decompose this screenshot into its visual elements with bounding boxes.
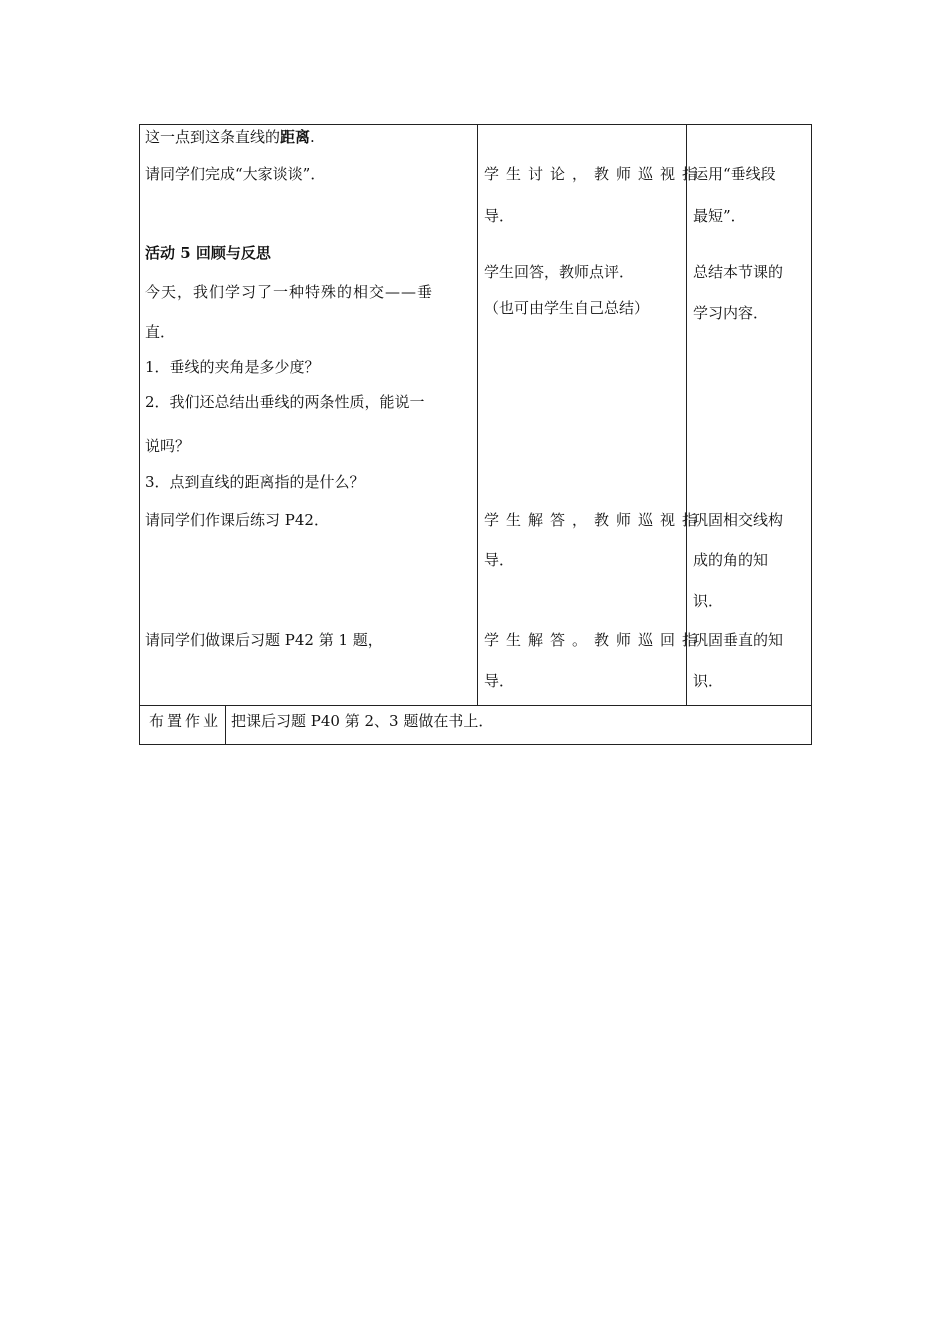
table-border-bottom	[139, 744, 812, 745]
review-line-2: 直．	[145, 323, 176, 341]
activity-problem-line-2: 导．	[484, 672, 515, 690]
question-3: 3．点到直线的距离指的是什么？	[145, 473, 365, 491]
activity-problem-line-1: 学生解答。教师巡回指	[484, 631, 705, 649]
homework-label: 布置作业	[149, 712, 222, 730]
homework-content: 把课后习题 P40 第 2、3 题做在书上．	[231, 712, 494, 730]
purpose-1-line-1: 运用“垂线段	[693, 165, 776, 183]
purpose-4-line-1: 巩固垂直的知	[693, 631, 784, 649]
purpose-2-line-1: 总结本节课的	[693, 263, 784, 281]
purpose-3-line-2: 成的角的知	[693, 551, 769, 569]
intro-text	[145, 127, 315, 147]
question-1: 1．垂线的夹角是多少度？	[145, 358, 320, 376]
purpose-1-line-2: 最短”．	[693, 207, 746, 225]
column-divider-2	[686, 124, 687, 706]
activity-discuss-line-1: 学生讨论，教师巡视指	[484, 165, 705, 183]
purpose-3-line-1: 巩固相交线构	[693, 511, 784, 529]
table-border-top	[139, 124, 812, 125]
question-2-line-1: 2．我们还总结出垂线的两条性质，能说一	[145, 393, 425, 411]
review-line-1: 今天，我们学习了一种特殊的相交——垂	[145, 283, 434, 301]
task-problem: 请同学们做课后习题 P42 第 1 题，	[145, 631, 383, 649]
purpose-4-line-2: 识．	[693, 672, 724, 690]
task-discussion: 请同学们完成“大家谈谈”．	[145, 165, 326, 183]
table-border-left	[139, 124, 140, 745]
activity-discuss-line-2: 导．	[484, 207, 515, 225]
purpose-3-line-3: 识．	[693, 592, 724, 610]
intro-pre: 这一点到这条直线的	[145, 128, 281, 146]
activity-review-line-1: 学生回答，教师点评．	[484, 263, 635, 281]
intro-post: .	[310, 128, 315, 146]
homework-label-divider	[225, 705, 226, 745]
table-border-right	[811, 124, 812, 745]
homework-row-divider	[139, 705, 812, 706]
activity5-title: 活动 5 回顾与反思	[145, 244, 271, 262]
question-2-line-2: 说吗？	[145, 437, 191, 455]
activity-exercise-line-1: 学生解答，教师巡视指	[484, 511, 705, 529]
column-divider-1	[477, 124, 478, 706]
purpose-2-line-2: 学习内容．	[693, 304, 769, 322]
task-exercise: 请同学们作课后练习 P42．	[145, 511, 329, 529]
activity-review-line-2: （也可由学生自己总结）	[484, 299, 650, 317]
intro-bold-term: 距离	[280, 128, 311, 146]
activity-exercise-line-2: 导．	[484, 551, 515, 569]
